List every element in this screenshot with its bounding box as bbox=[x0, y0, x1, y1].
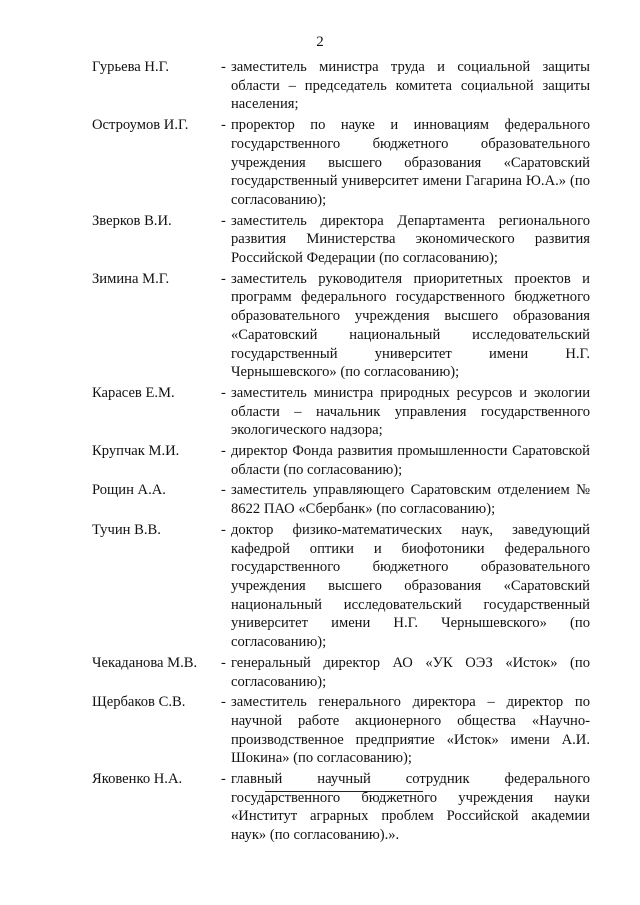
member-entry bbox=[0, 521, 640, 652]
member-position: заместитель руководителя приоритетных проектов и программ федерального государственного бюджетного образовательного учреждения высшего образования «Саратовский национальный исследовательский государственный университет имени Н.Г. Чернышевского» (по согласованию); bbox=[231, 270, 590, 381]
member-position: заместитель директора Департамента регионального развития Министерства экономического развития Российской Федерации (по согласованию); bbox=[231, 212, 590, 267]
member-name: Щербаков С.В. bbox=[92, 694, 186, 711]
member-position: директор Фонда развития промышленности Саратовской области (по согласованию); bbox=[231, 443, 590, 478]
member-position: заместитель генерального директора – директор по научной работе акционерного общества «Научно-производственное предприятие «Исток» имени А.И. Шокина» (по согласованию); bbox=[231, 694, 590, 767]
member-name: Крупчак М.И. bbox=[92, 443, 180, 460]
member-name: Зимина М.Г. bbox=[92, 270, 170, 287]
member-entry bbox=[0, 58, 640, 114]
member-entry bbox=[0, 384, 640, 440]
member-name: Тучин В.В. bbox=[92, 521, 161, 538]
member-name: Чекаданова М.В. bbox=[92, 654, 198, 671]
member-dash: - bbox=[221, 654, 226, 671]
member-dash: - bbox=[221, 117, 226, 134]
member-entry bbox=[0, 442, 640, 479]
member-entry bbox=[0, 116, 640, 210]
member-position: заместитель министра природных ресурсов и экологии области – начальник управления государственного экологического надзора; bbox=[231, 384, 590, 439]
member-name: Яковенко Н.А. bbox=[92, 771, 183, 788]
member-position: заместитель управляющего Саратовским отделением № 8622 ПАО «Сбербанк» (по согласованию); bbox=[231, 482, 590, 518]
member-entry bbox=[0, 270, 640, 382]
member-position: главный научный сотрудник федерального государственного бюджетного учреждения науки «Институт аграрных проблем Российской академии наук» (по согласованию).». bbox=[231, 771, 590, 844]
member-entry bbox=[0, 654, 640, 691]
member-list bbox=[0, 58, 640, 847]
member-position: проректор по науке и инновациям федерального государственного бюджетного образовательного учреждения высшего образования «Саратовский государственный университет имени Гагарина Ю.А.» (по согласованию); bbox=[231, 117, 590, 208]
member-entry bbox=[0, 212, 640, 268]
page-number: 2 bbox=[316, 34, 324, 50]
member-dash: - bbox=[221, 694, 226, 711]
member-entry bbox=[0, 693, 640, 768]
member-dash: - bbox=[221, 270, 226, 287]
member-entry bbox=[0, 481, 640, 518]
member-name: Остроумов И.Г. bbox=[92, 117, 189, 134]
member-dash: - bbox=[221, 59, 226, 75]
member-position: заместитель министра труда и социальной защиты области – председатель комитета социальной защиты населения; bbox=[231, 59, 590, 113]
member-entry bbox=[0, 770, 640, 845]
member-position: генеральный директор АО «УК ОЭЗ «Исток» (по согласованию); bbox=[231, 654, 590, 690]
member-name: Рощин А.А. bbox=[92, 482, 166, 499]
member-dash: - bbox=[221, 521, 226, 538]
member-name: Гурьева Н.Г. bbox=[92, 59, 170, 75]
member-dash: - bbox=[221, 212, 226, 229]
member-dash: - bbox=[221, 771, 226, 788]
member-name: Зверков В.И. bbox=[92, 212, 172, 229]
member-dash: - bbox=[221, 443, 226, 460]
closing-divider bbox=[265, 791, 423, 792]
member-name: Карасев Е.М. bbox=[92, 384, 175, 401]
member-dash: - bbox=[221, 482, 226, 499]
member-position: доктор физико-математических наук, заведующий кафедрой оптики и биофотоники федерального государственного бюджетного образовательного учреждения высшего образования «Саратовский национальный исследовательский государственный университет имени Н.Г. Чернышевского» (по согласованию); bbox=[231, 521, 590, 651]
member-dash: - bbox=[221, 384, 226, 401]
